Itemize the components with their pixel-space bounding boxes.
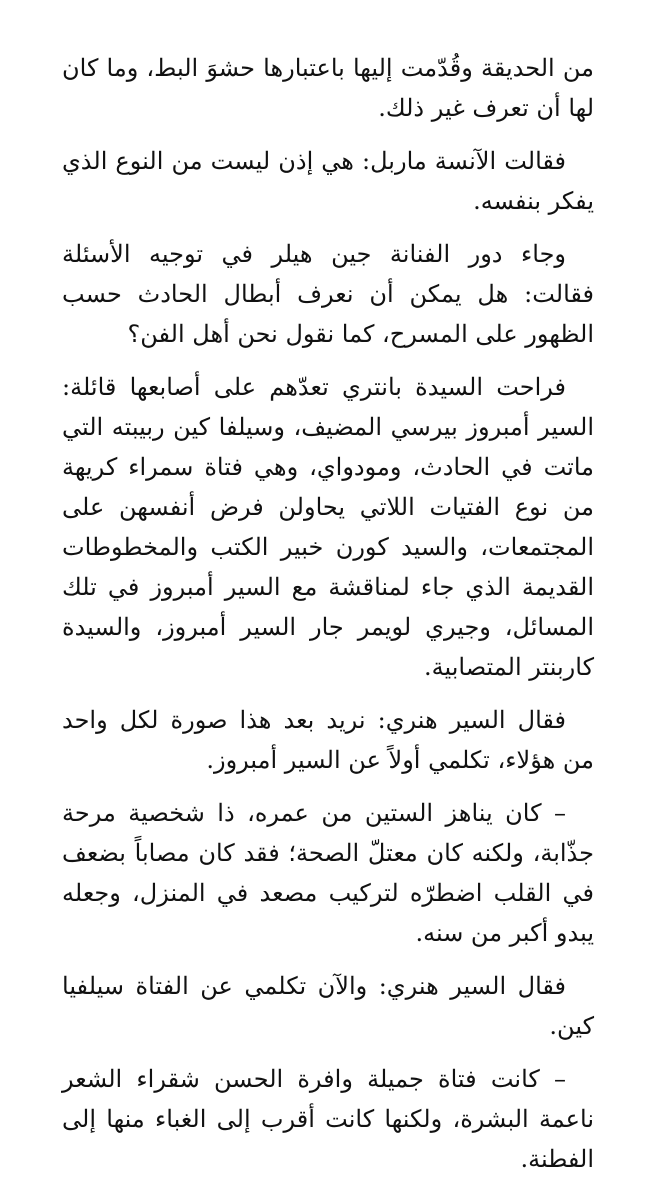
paragraph-7: فقال السير هنري: والآن تكلمي عن الفتاة سيلفيا كين. bbox=[62, 972, 594, 1040]
paragraph-5: فقال السير هنري: نريد بعد هذا صورة لكل واحد من هؤلاء، تكلمي أولاً عن السير أمبروز. bbox=[62, 706, 594, 774]
book-page bbox=[62, 48, 594, 1179]
paragraph-1: من الحديقة وقُدّمت إليها باعتبارها حشوَ البط، وما كان لها أن تعرف غير ذلك. bbox=[62, 54, 594, 122]
paragraph-2: فقالت الآنسة ماربل: هي إذن ليست من النوع الذي يفكر بنفسه. bbox=[62, 147, 594, 215]
paragraph-3: وجاء دور الفنانة جين هيلر في توجيه الأسئلة فقالت: هل يمكن أن نعرف أبطال الحادث حسب الظهور على المسرح، كما نقول نحن أهل الفن؟ bbox=[62, 240, 594, 348]
paragraph-4: فراحت السيدة بانتري تعدّهم على أصابعها قائلة: السير أمبروز بيرسي المضيف، وسيلفا كين ربيبته التي ماتت في الحادث، ومودواي، وهي فتاة سمراء كريهة من نوع الفتيات اللاتي يحاولن فرض أنفسهن على المجتمعات، والسيد كورن خبير الكتب والمخطوطات القديمة الذي جاء لمناقشة مع السير أمبروز في تلك المسائل، وجيري لويمر جار السير أمبروز، والسيدة كاربنتر المتصابية. bbox=[62, 373, 594, 681]
paragraph-8: – كانت فتاة جميلة وافرة الحسن شقراء الشعر ناعمة البشرة، ولكنها كانت أقرب إلى الغباء منها إلى الفطنة. bbox=[62, 1065, 594, 1173]
paragraph-6: – كان يناهز الستين من عمره، ذا شخصية مرحة جذّابة، ولكنه كان معتلّ الصحة؛ فقد كان مصاباً بضعف في القلب اضطرّه لتركيب مصعد في المنزل، وجعله يبدو أكبر من سنه. bbox=[62, 799, 594, 947]
